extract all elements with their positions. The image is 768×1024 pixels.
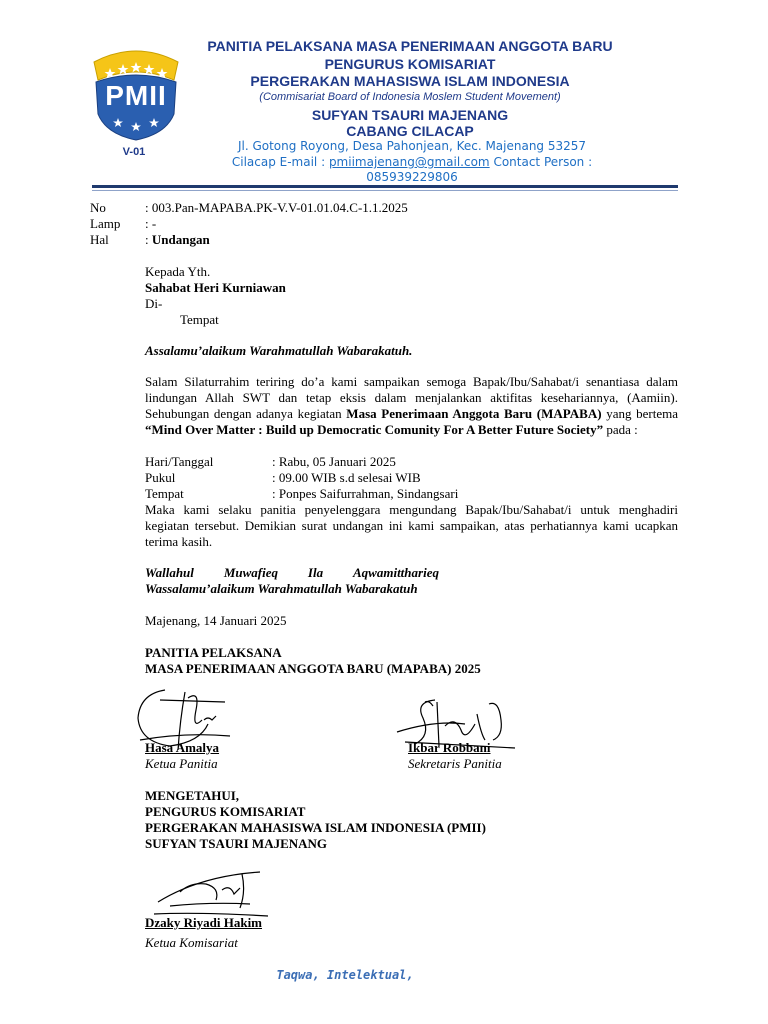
date-place: Majenang, 14 Januari 2025 (145, 613, 287, 628)
closing-word-4: Aqwamitthariеq (353, 565, 439, 580)
hal-value: Undangan (151, 232, 210, 247)
recipient-name: Sahabat Heri Kurniawan (145, 280, 286, 295)
lamp-label: Lamp (90, 216, 121, 231)
header-address: Jl. Gotong Royong, Desa Pahonjean, Kec. Majenang 53257 (237, 139, 587, 153)
tempat-value: : Ponpes Saifurrahman, Sindangsari (272, 486, 459, 501)
closing-line-1 (145, 565, 439, 581)
right-signer-role: Sekretaris Panitia (408, 756, 502, 771)
p1-theme: “Mind Over Matter : Build up Democratic Comunity For A Better Future Society” (145, 422, 604, 437)
approval-line-3: PERGERAKAN MAHASISWA ISLAM INDONESIA (PMII) (145, 820, 486, 835)
approval-line-2: PENGURUS KOMISARIAT (145, 804, 306, 819)
committee-line-1: PANITIA PELAKSANA (145, 645, 282, 660)
hal-row (145, 232, 210, 248)
closing-word-3: Ila (307, 565, 324, 580)
p1-event-name: Masa Penerimaan Anggota Baru (MAPABA) (346, 406, 602, 421)
recipient-line-1: Kepada Yth. (145, 264, 211, 279)
approval-line-4: SUFYAN TSAURI MAJENANG (145, 836, 328, 851)
left-signer-role: Ketua Panitia (145, 756, 218, 771)
tempat-label: Tempat (145, 486, 184, 501)
recipient-line-4: Tempat (180, 312, 219, 327)
footer-motto: Taqwa, Intelektual, (276, 968, 414, 982)
header-divider-thin (92, 190, 678, 191)
header-line-2: PENGURUS KOMISARIAT (324, 56, 496, 72)
p1-text-e: pada : (603, 422, 638, 437)
right-signer-name: Ikbar Robbani (408, 740, 491, 755)
logo-code: V-01 (122, 146, 146, 158)
body-paragraph-2: Maka kami selaku panitia penyelenggara mengundang Bapak/Ibu/Sahabat/i untuk menghadiri kegiatan tersebut. Demikian surat undangan ini kami sampaikan, atas perhatiannya kami ucapkan terima kasih. (145, 502, 678, 549)
left-signer-name: Hasa Amalya (145, 740, 220, 755)
hari-value: : Rabu, 05 Januari 2025 (272, 454, 396, 469)
pukul-value: : 09.00 WIB s.d selesai WIB (272, 470, 421, 485)
header-phone: 085939229806 (366, 170, 458, 184)
no-value: : 003.Pan-MAPABA.PK-V.V-01.01.04.C-1.1.2025 (145, 200, 408, 215)
hal-colon: : (145, 232, 152, 247)
closing-line-2: Wassalamu’alaikum Warahmatullah Wabarakatuh (145, 581, 418, 596)
greeting: Assalamu’alaikum Warahmatullah Wabarakatuh. (145, 343, 413, 358)
no-label: No (90, 200, 106, 215)
header-line-1: PANITIA PELAKSANA MASA PENERIMAAN ANGGOTA BARU (207, 38, 613, 54)
hal-label: Hal (90, 232, 109, 247)
header-line-3: PERGERAKAN MAHASISWA ISLAM INDONESIA (250, 73, 570, 89)
header-line-4: (Commisariat Board of Indonesia Moslem Student Movement) (259, 91, 561, 103)
closing-word-1: Wallahul (145, 565, 194, 580)
p1-text-a: Salam Silaturrahim teriring do’a kami sampaikan semoga Bapak/Ibu/Sahabat/i senantiasa dalam lindungan Allah SWT dan tetap eksis dalam menjalankan aktifitas kesehariannya, (Aamiin). Sehubungan dengan adanya kegiatan (145, 374, 678, 421)
p1-text-c: yang bertema (601, 406, 679, 421)
committee-line-2: MASA PENERIMAAN ANGGOTA BARU (MAPABA) 2025 (145, 661, 481, 676)
header-divider (92, 185, 678, 188)
email-prefix: Cilacap E-mail : (231, 155, 329, 169)
email-link[interactable]: pmiimajenang@gmail.com (328, 155, 490, 169)
hari-label: Hari/Tanggal (145, 454, 214, 469)
closing-word-2: Muwafieq (223, 565, 278, 580)
header-line-5: SUFYAN TSAURI MAJENANG (311, 107, 509, 123)
pukul-label: Pukul (145, 470, 176, 485)
approver-role: Ketua Komisariat (145, 935, 238, 950)
signature-bottom (150, 862, 275, 922)
body-paragraph-1 (145, 374, 678, 438)
logo-text: PMII (105, 80, 167, 111)
approval-line-1: MENGETAHUI, (145, 788, 240, 803)
recipient-line-3: Di- (145, 296, 163, 311)
lamp-value: : - (145, 216, 157, 231)
header-contact (212, 154, 612, 170)
approver-name: Dzaky Riyadi Hakim (145, 915, 263, 930)
header-line-6: CABANG CILACAP (346, 123, 474, 139)
contact-label: Contact Person : (489, 155, 593, 169)
